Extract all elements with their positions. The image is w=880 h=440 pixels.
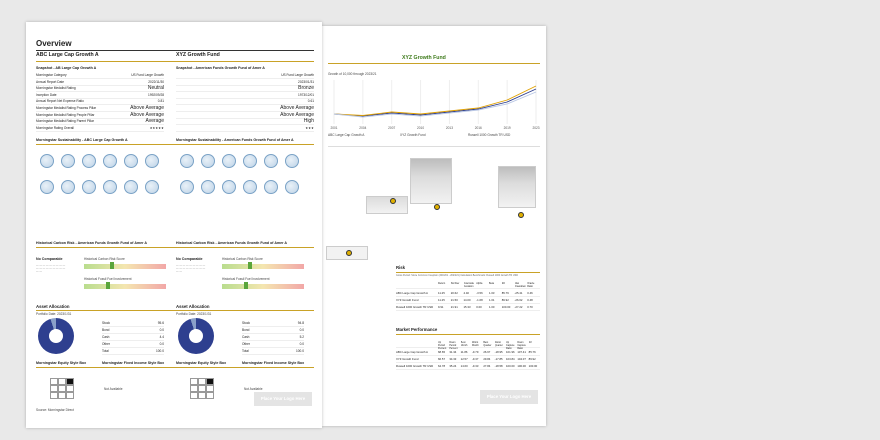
income-box-title-b: Morningstar Fixed Income Style Box [242, 361, 305, 365]
snapshot-label: Morningstar Category [36, 73, 67, 77]
snapshot-value: Above Average [280, 105, 314, 111]
asset-rule [36, 310, 314, 311]
fund-marker [518, 212, 524, 218]
allocation-table-a [102, 320, 164, 358]
not-available-b: Not Available [244, 387, 263, 391]
table-row [396, 356, 540, 363]
quantile-box [498, 166, 536, 208]
style-box-rule [36, 367, 314, 368]
table-cell: 21.50 [450, 298, 458, 302]
table-row [396, 349, 540, 356]
carbon-rule [36, 247, 314, 248]
risk-rule [396, 272, 540, 273]
globe-icon [201, 154, 215, 168]
source-note: Source: Morningstar Direct [36, 408, 74, 412]
table-cell: 0.70 [527, 305, 533, 309]
table-cell: 101.96 [506, 350, 515, 354]
fossil-label-b: Historical Fossil Fuel Involvement [222, 277, 270, 281]
allocation-label: Other [242, 342, 250, 346]
growth-chart [328, 78, 542, 130]
allocation-value: 0.0 [299, 328, 304, 332]
table-cell: 85.76 [501, 291, 509, 295]
table-cell: -9.79 [472, 350, 479, 354]
table-header-cell: R2 [528, 341, 532, 344]
allocation-row [102, 320, 164, 327]
page-title: Overview [36, 39, 72, 48]
sustain-a-title: Morningstar Sustainability - ABC Large Cap Growth A [36, 138, 128, 142]
table-cell: 12.57 [460, 357, 468, 361]
table-header-cell: Worst Quarter [494, 341, 503, 347]
table-header-cell: Best Quarter [483, 341, 492, 347]
snapshot-value: 2023/01/31 [298, 79, 314, 84]
allocation-value: 0.0 [159, 342, 164, 346]
quantile-box [410, 158, 452, 204]
fossil-marker-a [106, 282, 110, 289]
allocation-row [102, 348, 164, 355]
no-comparable-b: No Comparable [176, 257, 203, 261]
row-label: ABC Large Cap Growth A [396, 291, 428, 295]
allocation-value: 4.4 [159, 335, 164, 339]
series-line [334, 89, 536, 116]
style-box-cell [206, 378, 214, 385]
style-box-cell [66, 385, 74, 392]
equity-box-title-a: Morningstar Equity Style Box [36, 361, 87, 365]
style-box-cell [190, 385, 198, 392]
carbon-a-title: Historical Carbon Risk - American Funds Growth Fund of Amer A [36, 241, 148, 245]
allocation-table-b [242, 320, 304, 358]
table-header-cell: Oracle Ratio [527, 282, 535, 288]
fossil-bar-a [84, 284, 166, 289]
snapshot-value: US Fund Large Growth [281, 73, 314, 77]
table-cell: -26.62 [514, 298, 523, 302]
table-cell: 11.25 [438, 298, 445, 302]
globe-icon [61, 154, 75, 168]
table-cell: -3.56 [476, 291, 483, 295]
table-cell: 11.86 [460, 350, 468, 354]
table-cell: 89.92 [501, 298, 509, 302]
table-cell: 85.76 [528, 350, 536, 354]
sustain-rule [36, 144, 314, 145]
style-box-cell [50, 378, 58, 385]
table-cell: 100.00 [517, 364, 526, 368]
row-label: Russell 1000 Growth TR USD [396, 364, 434, 368]
row-label: XYZ Growth Fund [396, 298, 419, 302]
table-cell: 14.60 [460, 364, 468, 368]
globe-icon [82, 180, 96, 194]
table-row [396, 363, 540, 370]
globe-icon [264, 180, 278, 194]
allocation-donut-a [38, 318, 74, 354]
snapshot-row [176, 125, 314, 132]
table-header-cell: Best Month [460, 341, 468, 347]
globe-icon [103, 180, 117, 194]
risk-title: Risk [396, 265, 406, 270]
style-box-cell [190, 378, 198, 385]
allocation-row [242, 320, 304, 327]
snapshot-row [36, 125, 164, 132]
market-performance-title: Market Performance [396, 327, 438, 332]
table-cell: 0.00 [476, 305, 482, 309]
table-cell: 1.03 [489, 291, 495, 295]
globe-icon [40, 180, 54, 194]
fund-a-heading: ABC Large Cap Growth A [36, 52, 99, 58]
carbon-score-label-b: Historical Carbon Risk Score [222, 257, 263, 261]
chart-title-rule [328, 63, 540, 64]
snapshot-label: Annual Report Net Expense Ratio [36, 99, 84, 104]
snapshot-value: 0.61 [307, 99, 314, 104]
globe-icon [285, 154, 299, 168]
table-header [396, 281, 540, 289]
allocation-value: 5.2 [299, 335, 304, 339]
allocation-label: Bond [102, 328, 110, 332]
style-box-cell [58, 385, 66, 392]
snapshot-label: Annual Report Date [36, 79, 64, 84]
style-box-cell [206, 392, 214, 399]
table-cell: 104.07 [517, 357, 526, 361]
allocation-label: Bond [242, 328, 250, 332]
fossil-label-a: Historical Fossil Fuel Involvement [84, 277, 132, 281]
allocation-value: 94.8 [297, 321, 304, 325]
table-header-cell: Down Period Percent [449, 341, 458, 350]
table-header-cell: Down Capture Ratio [517, 341, 526, 350]
x-tick-label: 2013 [445, 126, 453, 130]
table-cell: -1.68 [476, 298, 483, 302]
table-header-cell: Max Drawdown [514, 282, 526, 288]
snapshot-label: Morningstar Rating Overall [36, 125, 74, 130]
table-cell: 21.91 [450, 305, 458, 309]
allocation-row [242, 348, 304, 355]
row-label: XYZ Growth Fund [396, 357, 419, 361]
table-cell: 68.65 [438, 350, 445, 354]
divider [328, 146, 540, 147]
series-line [334, 86, 536, 116]
fossil-marker-b [244, 282, 248, 289]
legend-item: XYZ Growth Fund [400, 133, 426, 137]
globe-icon [201, 180, 215, 194]
snapshot-a-title: Snapshot - AB Large Cap Growth A [36, 66, 97, 70]
table-cell: -25.41 [514, 291, 523, 295]
allocation-row [102, 327, 164, 334]
x-tick-label: 2004 [359, 126, 367, 130]
table-cell: 0.48 [527, 298, 533, 302]
style-box-cell [198, 378, 206, 385]
risk-table [396, 281, 540, 321]
snapshot-label: Morningstar Medalist Rating Process Pillar [36, 106, 97, 110]
table-header-cell: Return [438, 282, 446, 285]
table-row [396, 297, 540, 304]
table-cell: 1.00 [489, 305, 495, 309]
snapshot-value: ★★★ [305, 125, 314, 130]
table-cell: 11.25 [438, 291, 445, 295]
allocation-label: Total [242, 349, 249, 353]
table-header-cell: Beta [489, 282, 494, 285]
x-tick-label: 2016 [474, 126, 482, 130]
globe-icon [222, 180, 236, 194]
snapshot-value: High [303, 118, 314, 125]
snapshot-label: Inception Date [36, 92, 57, 97]
allocation-label: Stock [242, 321, 250, 325]
chart-title: XYZ Growth Fund [402, 55, 446, 61]
table-cell: -17.85 [494, 357, 503, 361]
snapshot-value: 2022/11/30 [148, 79, 164, 84]
table-cell: 14.00 [463, 298, 471, 302]
allocation-label: Total [102, 349, 109, 353]
no-comparable-a: No Comparable [36, 257, 63, 261]
style-box-cell [50, 385, 58, 392]
snapshot-a-table [36, 72, 164, 132]
asset-a-title: Asset Allocation [36, 304, 70, 309]
back-page [322, 26, 546, 426]
snapshot-b-table [176, 72, 314, 132]
row-label: ABC Large Cap Growth A [396, 350, 428, 354]
snapshot-label: Morningstar Medalist Rating Parent Pillar [36, 119, 94, 124]
globe-icon [243, 154, 257, 168]
table-header [396, 340, 540, 348]
style-box-cell [66, 392, 74, 399]
globe-icon [124, 154, 138, 168]
carbon-score-bar-a [84, 264, 166, 269]
snapshot-value: Average [145, 118, 164, 125]
snapshot-value: 0.81 [157, 99, 164, 104]
style-box-cell [58, 378, 66, 385]
carbon-note-a: — — — — — — — — — — — — — — — — — — — — [36, 264, 66, 274]
carbon-b-title: Historical Carbon Risk - American Funds Growth Fund of Amer A [176, 241, 288, 245]
asset-b-title: Asset Allocation [176, 304, 210, 309]
logo-placeholder: Place Your Logo Here [480, 390, 538, 404]
table-cell: 26.67 [483, 350, 491, 354]
table-row [396, 304, 540, 311]
snapshot-value: Neutral [147, 85, 164, 92]
snapshot-value: Above Average [130, 111, 164, 118]
globe-icon [264, 154, 278, 168]
fund-marker [346, 250, 352, 256]
table-cell: 64.78 [438, 364, 445, 368]
table-header-cell: Std Dev [450, 282, 460, 285]
allocation-value: 0.0 [159, 328, 164, 332]
table-cell: 107.41 [517, 350, 526, 354]
table-header-cell: Up Capture Ratio [506, 341, 515, 350]
table-cell: 4.40 [463, 291, 469, 295]
market-rule [396, 334, 540, 335]
style-box-cell [66, 378, 74, 385]
logo-placeholder: Place Your Logo Here [254, 392, 312, 406]
table-cell: -9.33 [472, 364, 479, 368]
carbon-score-bar-b [222, 264, 304, 269]
legend-item: Russell 1000 Growth TR USD [468, 133, 511, 137]
globe-icon [285, 180, 299, 194]
carbon-score-marker-b [248, 262, 252, 269]
table-cell: -9.37 [472, 357, 479, 361]
table-cell: 100.00 [501, 305, 511, 309]
table-cell: 20.62 [450, 291, 458, 295]
table-header-cell: R2 [501, 282, 505, 285]
risk-subtitle: Gross Period: Since Common Inception (2016/01 - 2023/21) Calculation Benchmark: Russell 1000 Growth TR USD [396, 274, 518, 277]
table-cell: 1.01 [489, 298, 495, 302]
chart-caption: Growth of 10,000 through 2023/21 [328, 72, 377, 76]
snapshot-value: Above Average [130, 105, 164, 111]
allocation-label: Cash [242, 335, 250, 339]
table-header-cell: Worst Month [472, 341, 479, 347]
table-cell: 27.84 [483, 364, 491, 368]
allocation-row [242, 341, 304, 348]
globe-icon [124, 180, 138, 194]
allocation-row [242, 334, 304, 341]
table-cell: 34.33 [449, 357, 457, 361]
table-cell: 31.34 [449, 350, 457, 354]
snapshot-value: Bronze [298, 85, 314, 92]
table-cell: -18.95 [494, 350, 503, 354]
table-cell: 0.46 [527, 291, 533, 295]
carbon-score-marker-a [110, 262, 114, 269]
style-box-cell [190, 392, 198, 399]
style-box-cell [198, 392, 206, 399]
equity-box-title-b: Morningstar Equity Style Box [176, 361, 227, 365]
fund-b-heading: XYZ Growth Fund [176, 52, 220, 58]
globe-icon [82, 154, 96, 168]
globe-icon [145, 154, 159, 168]
allocation-value: 0.0 [299, 342, 304, 346]
quantile-box [366, 196, 408, 214]
globe-icon [103, 154, 117, 168]
snapshot-value: Above Average [280, 111, 314, 118]
snapshot-label: Morningstar Medalist Rating [36, 86, 76, 91]
front-page [26, 22, 322, 428]
income-box-title-a: Morningstar Fixed Income Style Box [102, 361, 165, 365]
style-box-cell [206, 385, 214, 392]
globe-icon [180, 154, 194, 168]
fund-marker [434, 204, 440, 210]
carbon-score-label-a: Historical Carbon Risk Score [84, 257, 125, 261]
globe-icon [180, 180, 194, 194]
heading-rule [36, 61, 314, 62]
table-row [396, 290, 540, 297]
not-available-a: Not Available [104, 387, 123, 391]
x-tick-label: 2007 [388, 126, 396, 130]
snapshot-label: Morningstar Medalist Rating People Pillar [36, 112, 95, 117]
x-tick-label: 2019 [503, 126, 511, 130]
allocation-row [102, 341, 164, 348]
fund-marker [390, 198, 396, 204]
globe-icon [145, 180, 159, 194]
table-cell: 29.84 [483, 357, 491, 361]
table-cell: 100.00 [506, 364, 515, 368]
x-tick-label: 2001 [330, 126, 338, 130]
snapshot-b-title: Snapshot - American Funds Growth Fund of Amer A [176, 66, 265, 70]
table-header-cell: Downside Deviation [463, 282, 474, 288]
table-cell: -18.58 [494, 364, 503, 368]
table-header-cell: Alpha [476, 282, 483, 285]
allocation-row [242, 327, 304, 334]
allocation-label: Cash [102, 335, 110, 339]
globe-icon [243, 180, 257, 194]
title-rule [36, 50, 314, 51]
snapshot-value: 1992/09/28 [148, 92, 164, 97]
allocation-value: 95.6 [157, 321, 164, 325]
fossil-bar-b [222, 284, 304, 289]
x-tick-label: 2010 [417, 126, 425, 130]
table-cell: 103.84 [506, 357, 515, 361]
table-cell: 15.33 [463, 305, 471, 309]
allocation-row [102, 334, 164, 341]
snapshot-value: US Fund Large Growth [131, 73, 164, 77]
table-cell: 66.57 [438, 357, 445, 361]
table-cell: 89.92 [528, 357, 536, 361]
style-box-cell [50, 392, 58, 399]
globe-icon [61, 180, 75, 194]
style-box-cell [58, 392, 66, 399]
snapshot-value: 1973/12/01 [298, 92, 314, 97]
x-tick-label: 2023 [532, 126, 540, 130]
table-cell: -27.22 [514, 305, 523, 309]
allocation-label: Stock [102, 321, 110, 325]
allocation-donut-b [178, 318, 214, 354]
table-cell: 9.91 [438, 305, 444, 309]
snapshot-value: ★★★★★ [149, 125, 164, 130]
style-box-cell [198, 385, 206, 392]
globe-icon [40, 154, 54, 168]
allocation-value: 100.0 [156, 349, 164, 353]
allocation-label: Other [102, 342, 110, 346]
globe-icon [222, 154, 236, 168]
allocation-value: 100.0 [296, 349, 304, 353]
legend-item: ABC Large Cap Growth A [328, 133, 365, 137]
carbon-note-b: — — — — — — — — — — — — — — — — — — — — [176, 264, 206, 274]
table-cell: 35.24 [449, 364, 457, 368]
table-cell: 100.00 [528, 364, 538, 368]
sustain-b-title: Morningstar Sustainability - American Funds Growth Fund of Amer A [176, 138, 294, 142]
row-label: Russell 1000 Growth TR USD [396, 305, 434, 309]
table-header-cell: Up Period Percent [438, 341, 447, 350]
market-performance-table [396, 340, 540, 384]
portfolio-date-a: Portfolio Date: 2023/1/31 [36, 312, 72, 316]
portfolio-date-b: Portfolio Date: 2023/1/31 [176, 312, 212, 316]
